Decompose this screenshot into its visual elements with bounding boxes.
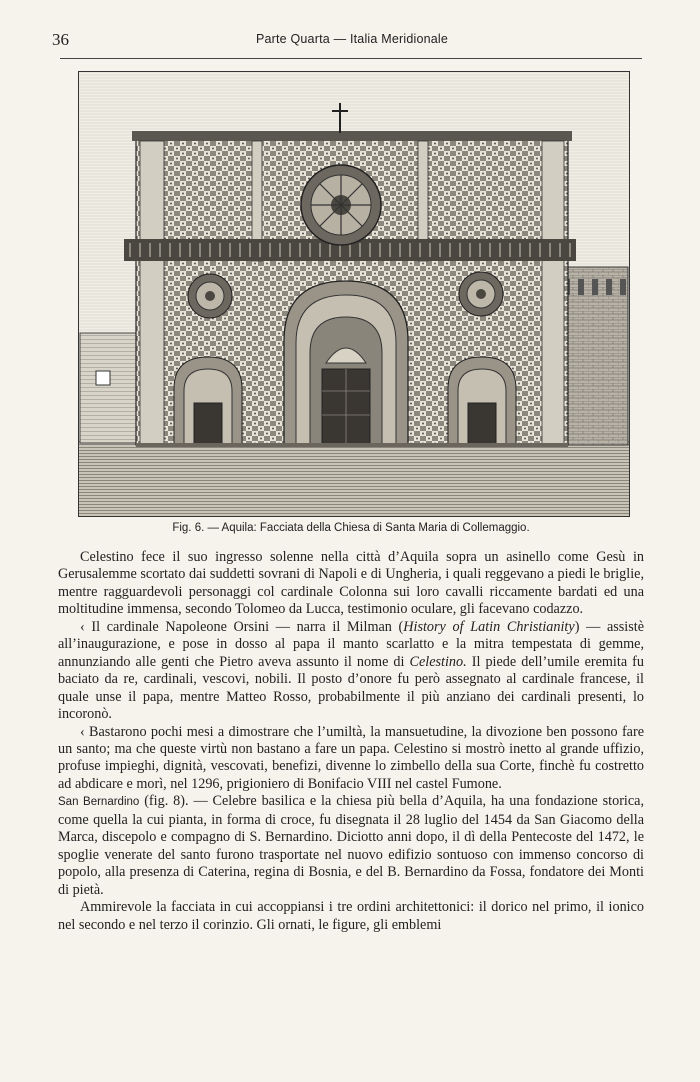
italic-text: Celestino. bbox=[409, 653, 467, 670]
italic-text: History of Latin Christianity bbox=[403, 618, 575, 635]
figure-caption: Fig. 6. — Aquila: Facciata della Chiesa di Santa Maria di Collemaggio. bbox=[172, 522, 530, 534]
text-segment: ‹ Bastarono pochi mesi a dimostrare che l’umiltà, la mansuetudine, la divozione ben possono fare un santo; ma che queste virtù non bastano a fare un papa. Celestino si mostrò inetto al grande uffizio, profuse impieghi, dignità, vescovati, benefizi, divenne lo zimbello della sua Corte, finchè fu costretto ad abdicare e morì, nel 1296, prigioniero di Bonifacio VIII nel castel Fumone. bbox=[58, 723, 644, 792]
running-title: Parte Quarta — Italia Meridionale bbox=[255, 32, 449, 46]
body-text bbox=[58, 549, 644, 934]
text-segment: Celestino fece il suo ingresso solenne nella città d’Aquila sopra un asinello come Gesù in Gerusalemme scortato dai suddetti sovrani di Napoli e di Ungheria, i quali reggevano a piedi le briglie, mentre ragguardevoli personaggi col cardinale Colonna sui loro cavalli riccamente bardati ed una moltitudine immensa, secondo Tolomeo da Lucca, testimonio oculare, gli facevano codazzo. bbox=[58, 549, 644, 618]
text-segment: Ammirevole la facciata in cui accoppiansi i tre ordini architettonici: il dorico nel primo, il ionico nel secondo e nel terzo il corinzio. Gli ornati, le figure, gli emblemi bbox=[58, 899, 644, 933]
paragraph bbox=[58, 899, 644, 934]
text-segment: (fig. 8). — Celebre basilica e la chiesa più bella d’Aquila, ha una fondazione storica, come quella la cui pianta, in forma di croce, fu disegnata il 28 luglio del 1454 da San Giacomo della Marca, discepolo e compagno di S. Bernardino. Diciotto anni dopo, il dì della Pentecoste del 1472, le spoglie venerate del santo furono trasportate nel nuovo edifizio sontuoso con immenso concorso di popolo, alla presenza di Caterina, regina di Bosnia, e del B. Bernardino da Fossa, fondatore dei Monti di pietà. bbox=[58, 793, 644, 898]
page-number: 36 bbox=[52, 30, 69, 49]
paragraph bbox=[58, 793, 644, 899]
church-facade-illustration bbox=[78, 71, 630, 517]
text-segment: ‹ Il cardinale Napoleone Orsini — narra il Milman ( bbox=[80, 618, 404, 635]
paragraph bbox=[58, 724, 644, 794]
text-segment: ) — assistè all’inaugurazione, e pose in dosso al papa il manto scarlatto e la mitra tempestata di gemme, annunziando alle genti che Pietro aveva assunto il nome di bbox=[58, 618, 645, 670]
header-rule bbox=[60, 58, 642, 59]
paragraph bbox=[58, 619, 644, 724]
page-header bbox=[52, 30, 652, 50]
text-segment: Il piede dell’umile eremita fu baciato da re, cardinali, vescovi, nobili. Il posto d’onore fu però assegnato al cardinale francese, il quale unse il papa, mentre Matteo Rosso, probabilmente il più anziano dei cardinali presenti, lo incoronò. bbox=[58, 653, 644, 723]
paragraph bbox=[58, 549, 644, 619]
section-heading: San Bernardino bbox=[58, 796, 140, 809]
